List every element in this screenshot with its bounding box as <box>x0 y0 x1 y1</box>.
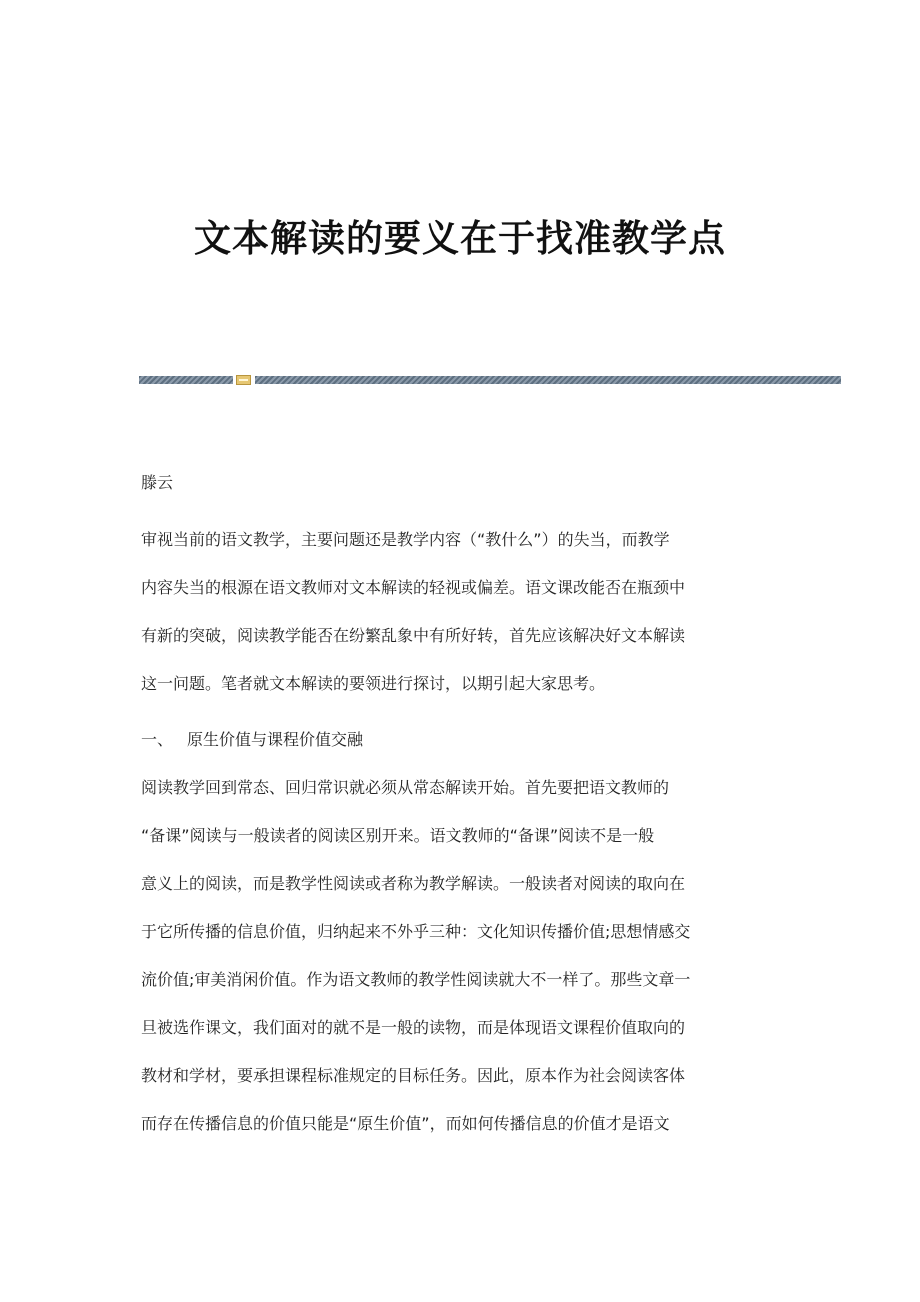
text-line: 阅读教学回到常态、回归常识就必须从常态解读开始。首先要把语文教师的 <box>141 778 670 797</box>
text-line: 意义上的阅读，而是教学性阅读或者称为教学解读。一般读者对阅读的取向在 <box>141 874 686 893</box>
title-divider <box>139 375 841 385</box>
text-line: 内容失当的根源在语文教师对文本解读的轻视或偏差。语文课改能否在瓶颈中 <box>141 578 686 597</box>
paragraph-intro <box>141 516 781 708</box>
text-line: 而存在传播信息的价值只能是“原生价值”，而如何传播信息的价值才是语文 <box>141 1114 670 1133</box>
section-title: 原生价值与课程价值交融 <box>187 730 364 749</box>
divider-bar-right <box>255 376 841 384</box>
text-line: “备课”阅读与一般读者的阅读区别开来。语文教师的“备课”阅读不是一般 <box>141 826 655 845</box>
text-line: 有新的突破，阅读教学能否在纷繁乱象中有所好转，首先应该解决好文本解读 <box>141 626 686 645</box>
text-line: 这一问题。笔者就文本解读的要领进行探讨，以期引起大家思考。 <box>141 674 606 693</box>
paragraph-section1 <box>141 764 781 1148</box>
section-heading <box>141 716 363 764</box>
text-line: 教材和学材，要承担课程标准规定的目标任务。因此，原本作为社会阅读客体 <box>141 1066 686 1085</box>
section-number: 一、 <box>141 730 174 749</box>
text-line: 旦被选作课文，我们面对的就不是一般的读物，而是体现语文课程价值取向的 <box>141 1018 686 1037</box>
divider-ornament-icon <box>236 375 251 385</box>
text-line: 审视当前的语文教学，主要问题还是教学内容（“教什么”）的失当，而教学 <box>141 530 670 549</box>
document-title: 文本解读的要义在于找准教学点 <box>194 216 726 260</box>
divider-bar-left <box>139 376 233 384</box>
author-name: 滕云 <box>141 473 174 492</box>
text-line: 于它所传播的信息价值，归纳起来不外乎三种：文化知识传播价值;思想情感交 <box>141 922 691 941</box>
text-line: 流价值;审美消闲价值。作为语文教师的教学性阅读就大不一样了。那些文章一 <box>141 970 691 989</box>
